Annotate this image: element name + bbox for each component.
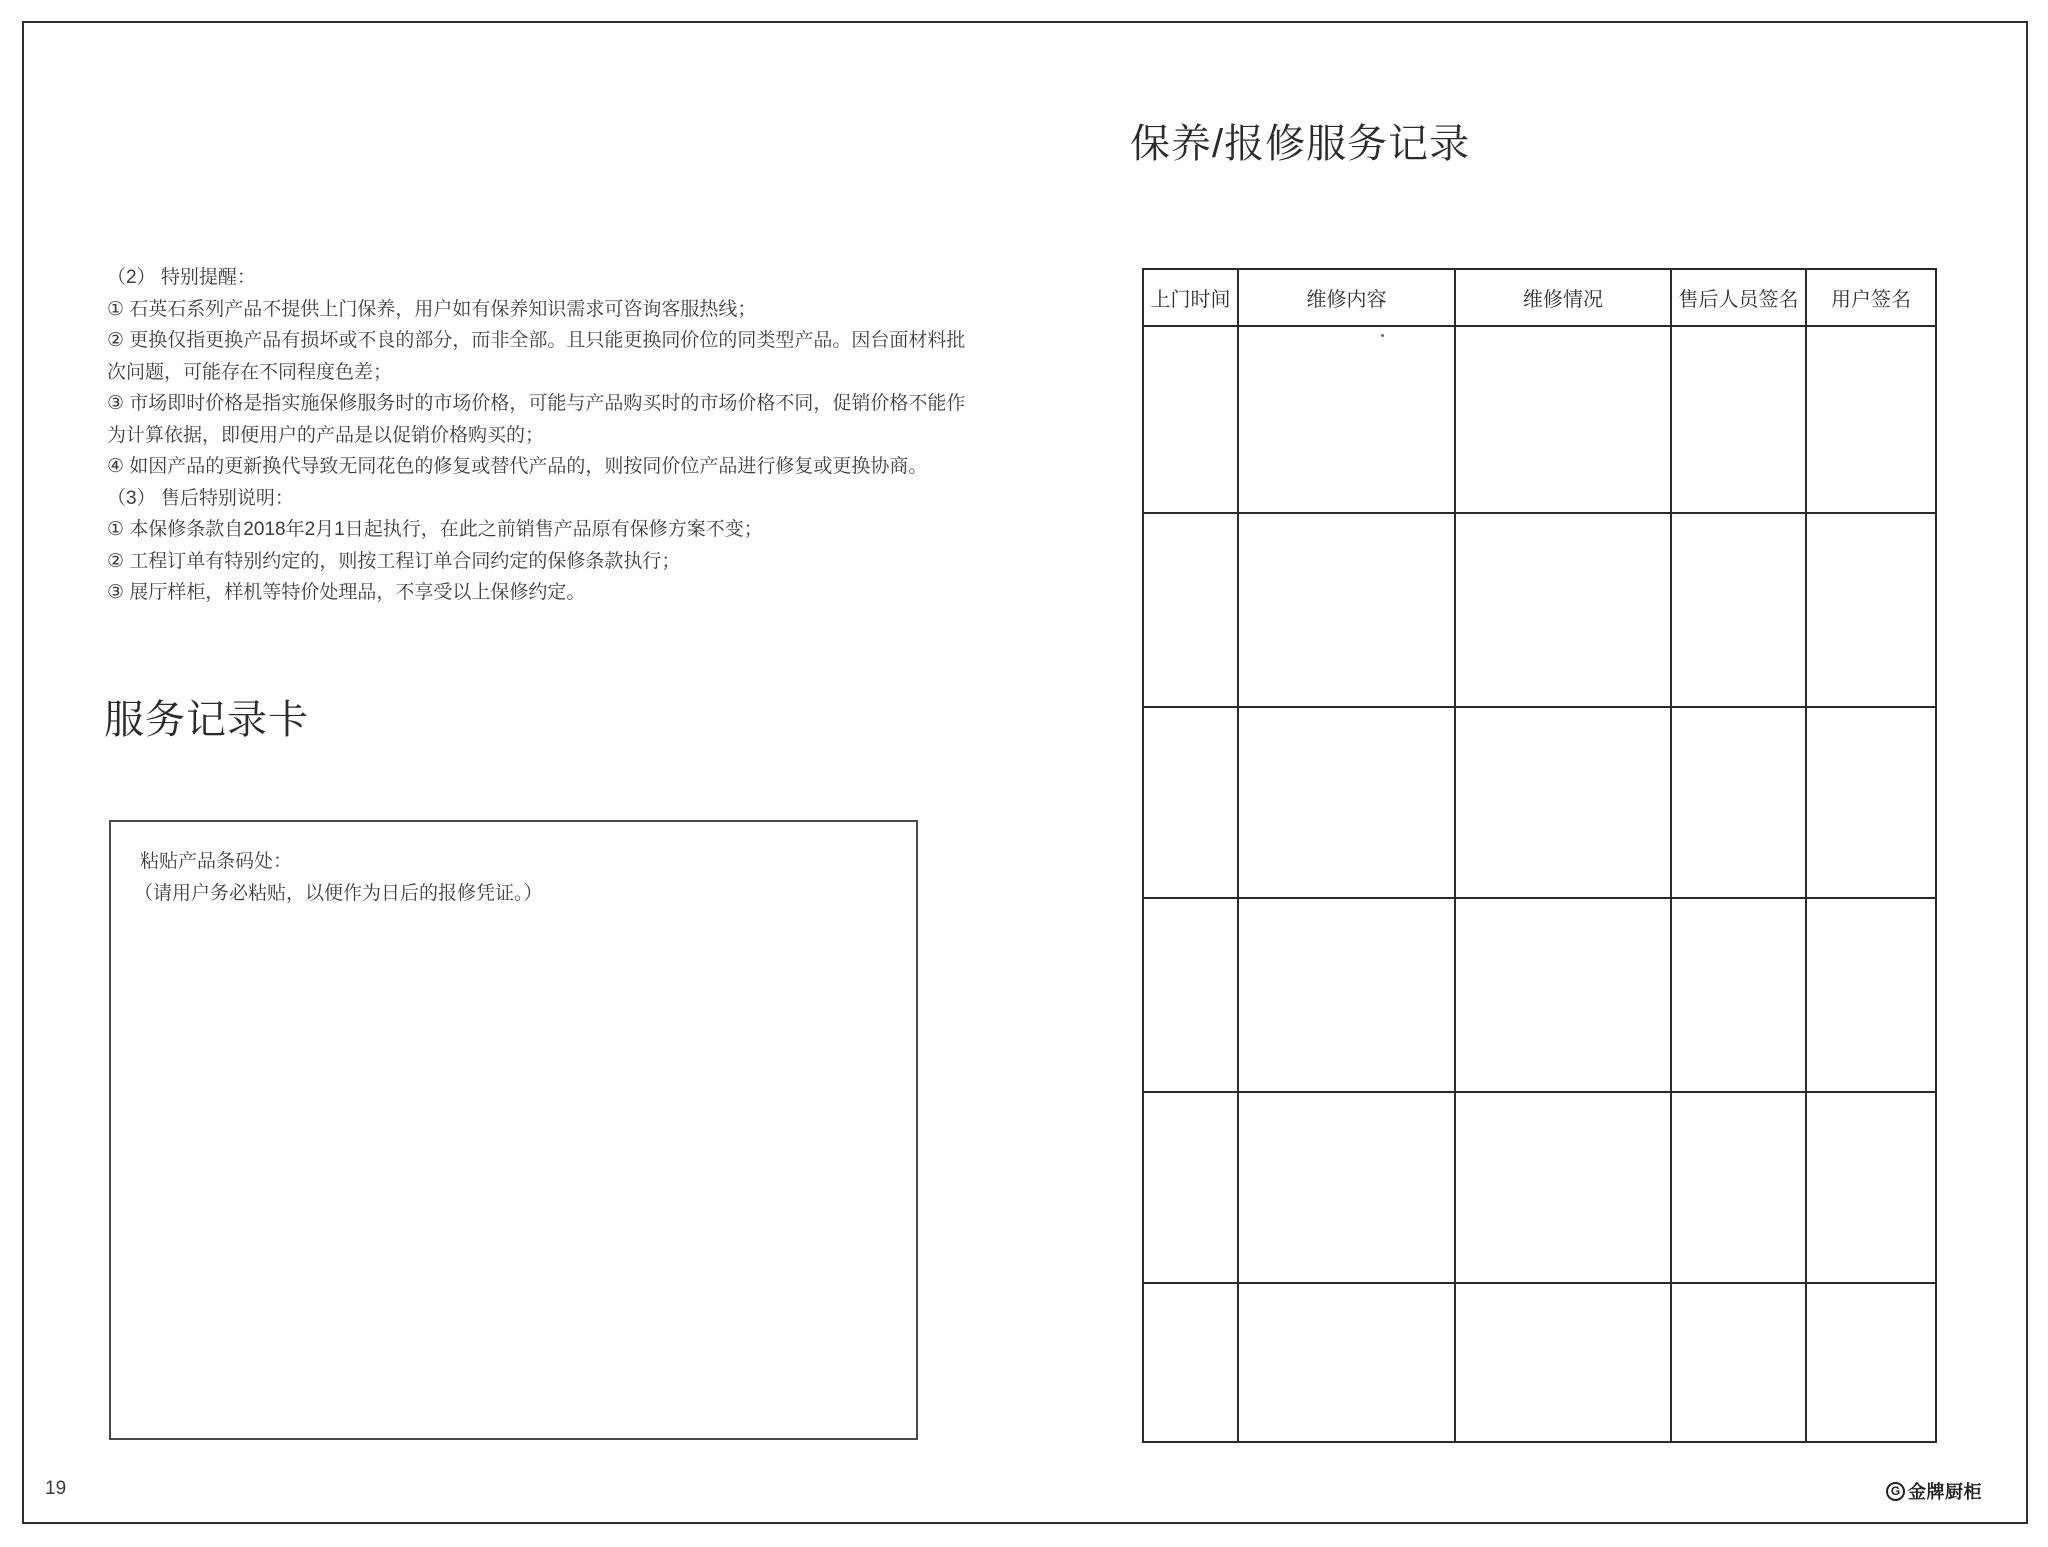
- col-header-repair-status: 维修情况: [1455, 269, 1671, 326]
- service-record-table: [1142, 268, 1937, 1443]
- table-cell: [1455, 1092, 1671, 1283]
- table-cell: [1671, 898, 1806, 1092]
- table-cell: [1143, 1283, 1238, 1442]
- note-line: 次问题，可能存在不同程度色差；: [107, 361, 393, 383]
- page-number: 19: [45, 1478, 67, 1499]
- note-line: ③ 展厅样柜，样机等特价处理品，不享受以上保修约定。: [107, 582, 586, 603]
- table-cell: [1806, 1092, 1936, 1283]
- table-cell: [1671, 707, 1806, 898]
- table-row: [1143, 1283, 1936, 1442]
- table-cell: [1671, 513, 1806, 707]
- note-line: ② 工程订单有特别约定的，则按工程订单合同约定的保修条款执行；: [107, 550, 681, 572]
- table-cell: [1238, 1283, 1455, 1442]
- table-cell: [1455, 326, 1671, 513]
- table-row: [1143, 898, 1936, 1092]
- note-line: ① 石英石系列产品不提供上门保养，用户如有保养知识需求可咨询客服热线；: [107, 298, 757, 320]
- table-cell: [1143, 898, 1238, 1092]
- table-row: [1143, 707, 1936, 898]
- table-cell: [1238, 1092, 1455, 1283]
- service-record-card-heading: 服务记录卡: [104, 698, 309, 742]
- table-cell: [1238, 513, 1455, 707]
- table-cell: [1806, 326, 1936, 513]
- col-header-aftersales-signature: 售后人员签名: [1671, 269, 1806, 326]
- table-cell: [1806, 513, 1936, 707]
- brand-g-icon: G: [1886, 1482, 1905, 1501]
- note-line: ③ 市场即时价格是指实施保修服务时的市场价格，可能与产品购买时的市场价格不同，促销价格不能作: [107, 393, 966, 414]
- table-cell: [1671, 326, 1806, 513]
- barcode-box-label: 粘贴产品条码处：: [140, 851, 293, 872]
- table-row: [1143, 513, 1936, 707]
- table-cell: [1143, 326, 1238, 513]
- note-line: ① 本保修条款自2018年2月1日起执行，在此之前销售产品原有保修方案不变；: [107, 519, 763, 540]
- table-cell: [1455, 898, 1671, 1092]
- maintenance-record-title: 保养/报修服务记录: [1130, 122, 1471, 166]
- col-header-user-signature: 用户签名: [1806, 269, 1936, 326]
- note-line-special-reminder-heading: （2） 特别提醒：: [107, 267, 256, 288]
- table-cell: [1143, 1092, 1238, 1283]
- barcode-paste-box: [109, 820, 918, 1440]
- note-line: 为计算依据，即便用户的产品是以促销价格购买的；: [107, 424, 545, 446]
- table-row: [1143, 1092, 1936, 1283]
- table-cell: [1455, 1283, 1671, 1442]
- warranty-notes-section: [107, 262, 967, 609]
- table-cell: [1806, 707, 1936, 898]
- barcode-box-note: （请用户务必粘贴，以便作为日后的报修凭证。）: [134, 883, 543, 904]
- brand-name: 金牌厨柜: [1908, 1482, 1982, 1502]
- table-cell: [1143, 513, 1238, 707]
- table-cell: [1455, 513, 1671, 707]
- table-header-row: [1143, 269, 1936, 326]
- brand-logo: [1886, 1478, 1982, 1504]
- scan-artifact-dot: [1381, 334, 1384, 337]
- note-line: ④ 如因产品的更新换代导致无同花色的修复或替代产品的，则按同价位产品进行修复或更换协商。: [107, 456, 928, 477]
- table-cell: [1671, 1092, 1806, 1283]
- table-cell: [1455, 707, 1671, 898]
- table-cell: [1143, 707, 1238, 898]
- col-header-repair-content: 维修内容: [1238, 269, 1455, 326]
- table-cell: [1671, 1283, 1806, 1442]
- table-row: [1143, 326, 1936, 513]
- table-cell: [1238, 326, 1455, 513]
- table-cell: [1806, 1283, 1936, 1442]
- table-cell: [1806, 898, 1936, 1092]
- note-line-aftersales-heading: （3） 售后特别说明：: [107, 487, 294, 509]
- table-cell: [1238, 898, 1455, 1092]
- note-line: ② 更换仅指更换产品有损坏或不良的部分，而非全部。且只能更换同价位的同类型产品。因台面材料批: [107, 330, 966, 351]
- table-cell: [1238, 707, 1455, 898]
- col-header-visit-time: 上门时间: [1143, 269, 1238, 326]
